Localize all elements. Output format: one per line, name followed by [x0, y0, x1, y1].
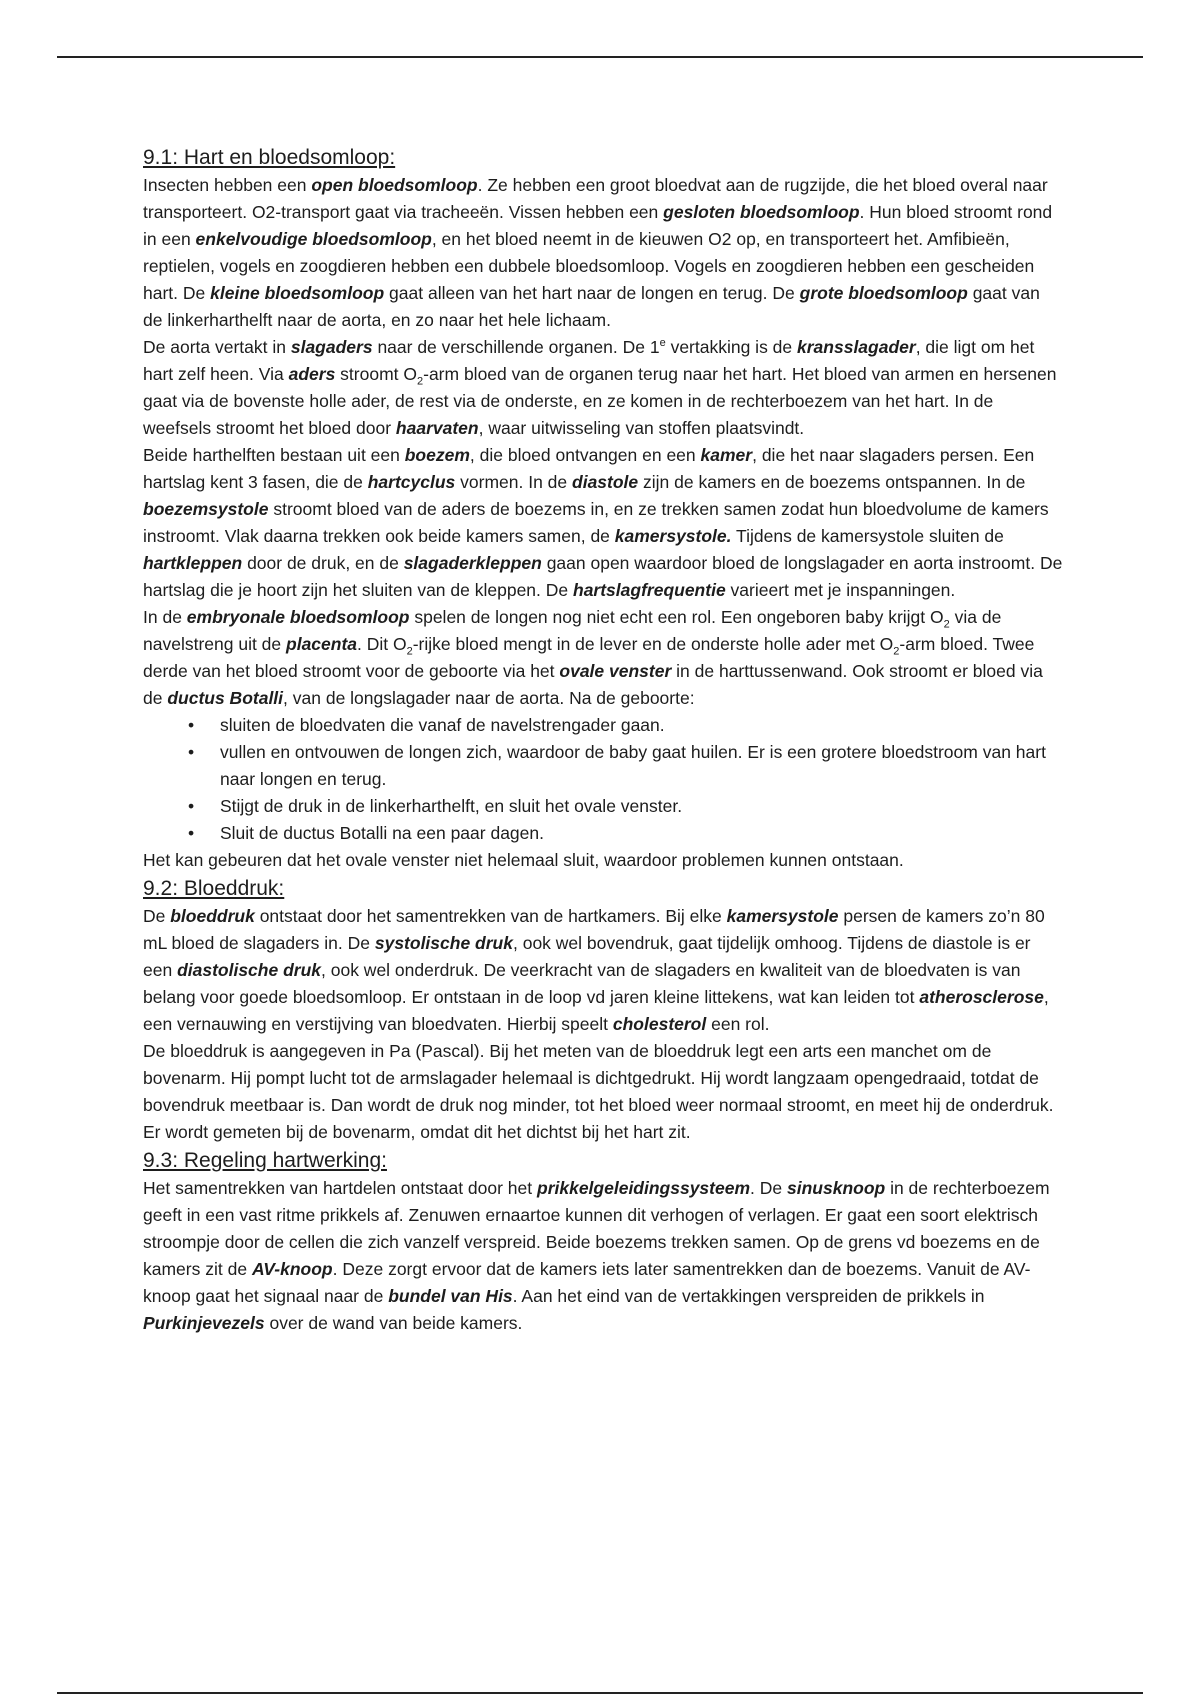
list-item: • vullen en ontvouwen de longen zich, waardoor de baby gaat huilen. Er is een grotere bloedstroom van hart naar longen en terug.	[220, 739, 1063, 793]
term: bloeddruk	[170, 906, 255, 926]
term: diastolische druk	[177, 960, 321, 980]
term: grote bloedsomloop	[799, 283, 968, 303]
term: haarvaten	[395, 418, 479, 438]
paragraph: De bloeddruk ontstaat door het samentrekken van de hartkamers. Bij elke kamersystole persen de kamers zo’n 80 mL bloed de slagaders in. De systolische druk, ook wel bovendruk, gaat tijdelijk omhoog. Tijdens de diastole is er een diastolische druk, ook wel onderdruk. De veerkracht van de slagaders en kwaliteit van de bloedvaten is van belang voor goede bloedsomloop. Er ontstaan in de loop vd jaren kleine littekens, wat kan leiden tot atherosclerose, een vernauwing en verstijving van bloedvaten. Hierbij speelt cholesterol een rol.	[143, 906, 1049, 1034]
term: bundel van His	[388, 1286, 513, 1306]
term: AV-knoop	[251, 1259, 333, 1279]
term: enkelvoudige bloedsomloop	[195, 229, 432, 249]
term: hartcyclus	[367, 472, 456, 492]
list-item: • Stijgt de druk in de linkerharthelft, en sluit het ovale venster.	[220, 793, 1063, 820]
list-item: • sluiten de bloedvaten die vanaf de navelstrengader gaan.	[220, 712, 1063, 739]
paragraph: In de embryonale bloedsomloop spelen de longen nog niet echt een rol. Een ongeboren baby krijgt $O_2$ via de navelstreng uit de placenta. Dit $O_2$-rijke bloed mengt in de lever en de onderste holle ader met $O_2$-arm bloed. Twee derde van het bloed stroomt voor de geboorte via het ovale venster in de harttussenwand. Ook stroomt er bloed via de ductus Botalli, van de longslagader naar de aorta. Na de geboorte:	[143, 607, 1043, 708]
term: kleine bloedsomloop	[210, 283, 385, 303]
term: Purkinjevezels	[143, 1313, 265, 1333]
section-heading: 9.2: Bloeddruk:	[143, 877, 285, 900]
section-heading: 9.3: Regeling hartwerking:	[143, 1149, 387, 1172]
footer-rule	[57, 1692, 1143, 1694]
term: kamersystole.	[614, 526, 732, 546]
term: boezemsystole	[143, 499, 269, 519]
list-item: • Sluit de ductus Botalli na een paar dagen.	[220, 820, 1063, 847]
term: slagaderkleppen	[403, 553, 542, 573]
term: gesloten bloedsomloop	[663, 202, 860, 222]
term: ductus Botalli	[167, 688, 284, 708]
term: placenta	[286, 634, 358, 654]
paragraph: Het samentrekken van hartdelen ontstaat door het prikkelgeleidingssysteem. De sinusknoop in de rechterboezem geeft in een vast ritme prikkels af. Zenuwen ernaartoe kunnen dit verhogen of verlagen. Er gaat een soort elektrisch stroompje door de cellen die zich vanzelf verspreid. Beide boezems trekken samen. Op de grens vd boezems en de kamers zit de AV-knoop. Deze zorgt ervoor dat de kamers iets later samentrekken dan de boezems. Vanuit de AV-knoop gaat het signaal naar de bundel van His. Aan het eind van de vertakkingen verspreiden de prikkels in Purkinjevezels over de wand van beide kamers.	[143, 1178, 1050, 1333]
term: boezem	[404, 445, 470, 465]
term: aders	[288, 364, 336, 384]
term: systolische druk	[374, 933, 513, 953]
term: hartslagfrequentie	[573, 580, 726, 600]
document-body	[143, 143, 1063, 1337]
paragraph: Beide harthelften bestaan uit een boezem, die bloed ontvangen en een kamer, die het naar slagaders persen. Een hartslag kent 3 fasen, die de hartcyclus vormen. In de diastole zijn de kamers en de boezems ontspannen. In de boezemsystole stroomt bloed van de aders de boezems in, en ze trekken samen zodat hun bloedvolume de kamers instroomt. Vlak daarna trekken ook beide kamers samen, de kamersystole. Tijdens de kamersystole sluiten de hartkleppen door de druk, en de slagaderkleppen gaan open waardoor bloed de longslagader en aorta instroomt. De hartslag die je hoort zijn het sluiten van de kleppen. De hartslagfrequentie varieert met je inspanningen.	[143, 445, 1063, 600]
term: hartkleppen	[143, 553, 243, 573]
paragraph: Het kan gebeuren dat het ovale venster niet helemaal sluit, waardoor problemen kunnen ontstaan.	[143, 850, 904, 870]
term: ovale venster	[559, 661, 672, 681]
paragraph: Insecten hebben een open bloedsomloop. Ze hebben een groot bloedvat aan de rugzijde, die het bloed overal naar transporteert. O2-transport gaat via tracheeën. Vissen hebben een gesloten bloedsomloop. Hun bloed stroomt rond in een enkelvoudige bloedsomloop, en het bloed neemt in de kieuwen O2 op, en transporteert het. Amfibieën, reptielen, vogels en zoogdieren hebben een dubbele bloedsomloop. Vogels en zoogdieren hebben een gescheiden hart. De kleine bloedsomloop gaat alleen van het hart naar de longen en terug. De grote bloedsomloop gaat van de linkerharthelft naar de aorta, en zo naar het hele lichaam.	[143, 175, 1053, 330]
bullet-list	[143, 712, 1063, 847]
term: cholesterol	[612, 1014, 707, 1034]
term: kamer	[700, 445, 753, 465]
term: open bloedsomloop	[311, 175, 478, 195]
paragraph: De aorta vertakt in slagaders naar de verschillende organen. De 1e vertakking is de kransslagader, die ligt om het hart zelf heen. Via aders stroomt $O_2$-arm bloed van de organen terug naar het hart. Het bloed van armen en hersenen gaat via de bovenste holle ader, de rest via de onderste, en ze komen in de rechterboezem van het hart. In de weefsels stroomt het bloed door haarvaten, waar uitwisseling van stoffen plaatsvindt.	[143, 337, 1057, 438]
paragraph: De bloeddruk is aangegeven in Pa (Pascal). Bij het meten van de bloeddruk legt een arts een manchet om de bovenarm. Hij pompt lucht tot de armslagader helemaal is dichtgedrukt. Hij wordt langzaam opengedraaid, totdat de bovendruk meetbaar is. Dan wordt de druk nog minder, tot het bloed weer normaal stroomt, en meet hij de onderdruk. Er wordt gemeten bij de bovenarm, omdat dit het dichtst bij het hart zit.	[143, 1041, 1054, 1142]
term: kransslagader	[797, 337, 916, 357]
term: prikkelgeleidingssysteem	[537, 1178, 751, 1198]
term: atherosclerose	[919, 987, 1044, 1007]
term: diastole	[572, 472, 639, 492]
term: embryonale bloedsomloop	[186, 607, 410, 627]
term: kamersystole	[726, 906, 839, 926]
header-rule	[57, 56, 1143, 58]
term: sinusknoop	[787, 1178, 886, 1198]
term: slagaders	[290, 337, 373, 357]
section-heading: 9.1: Hart en bloedsomloop:	[143, 146, 396, 169]
